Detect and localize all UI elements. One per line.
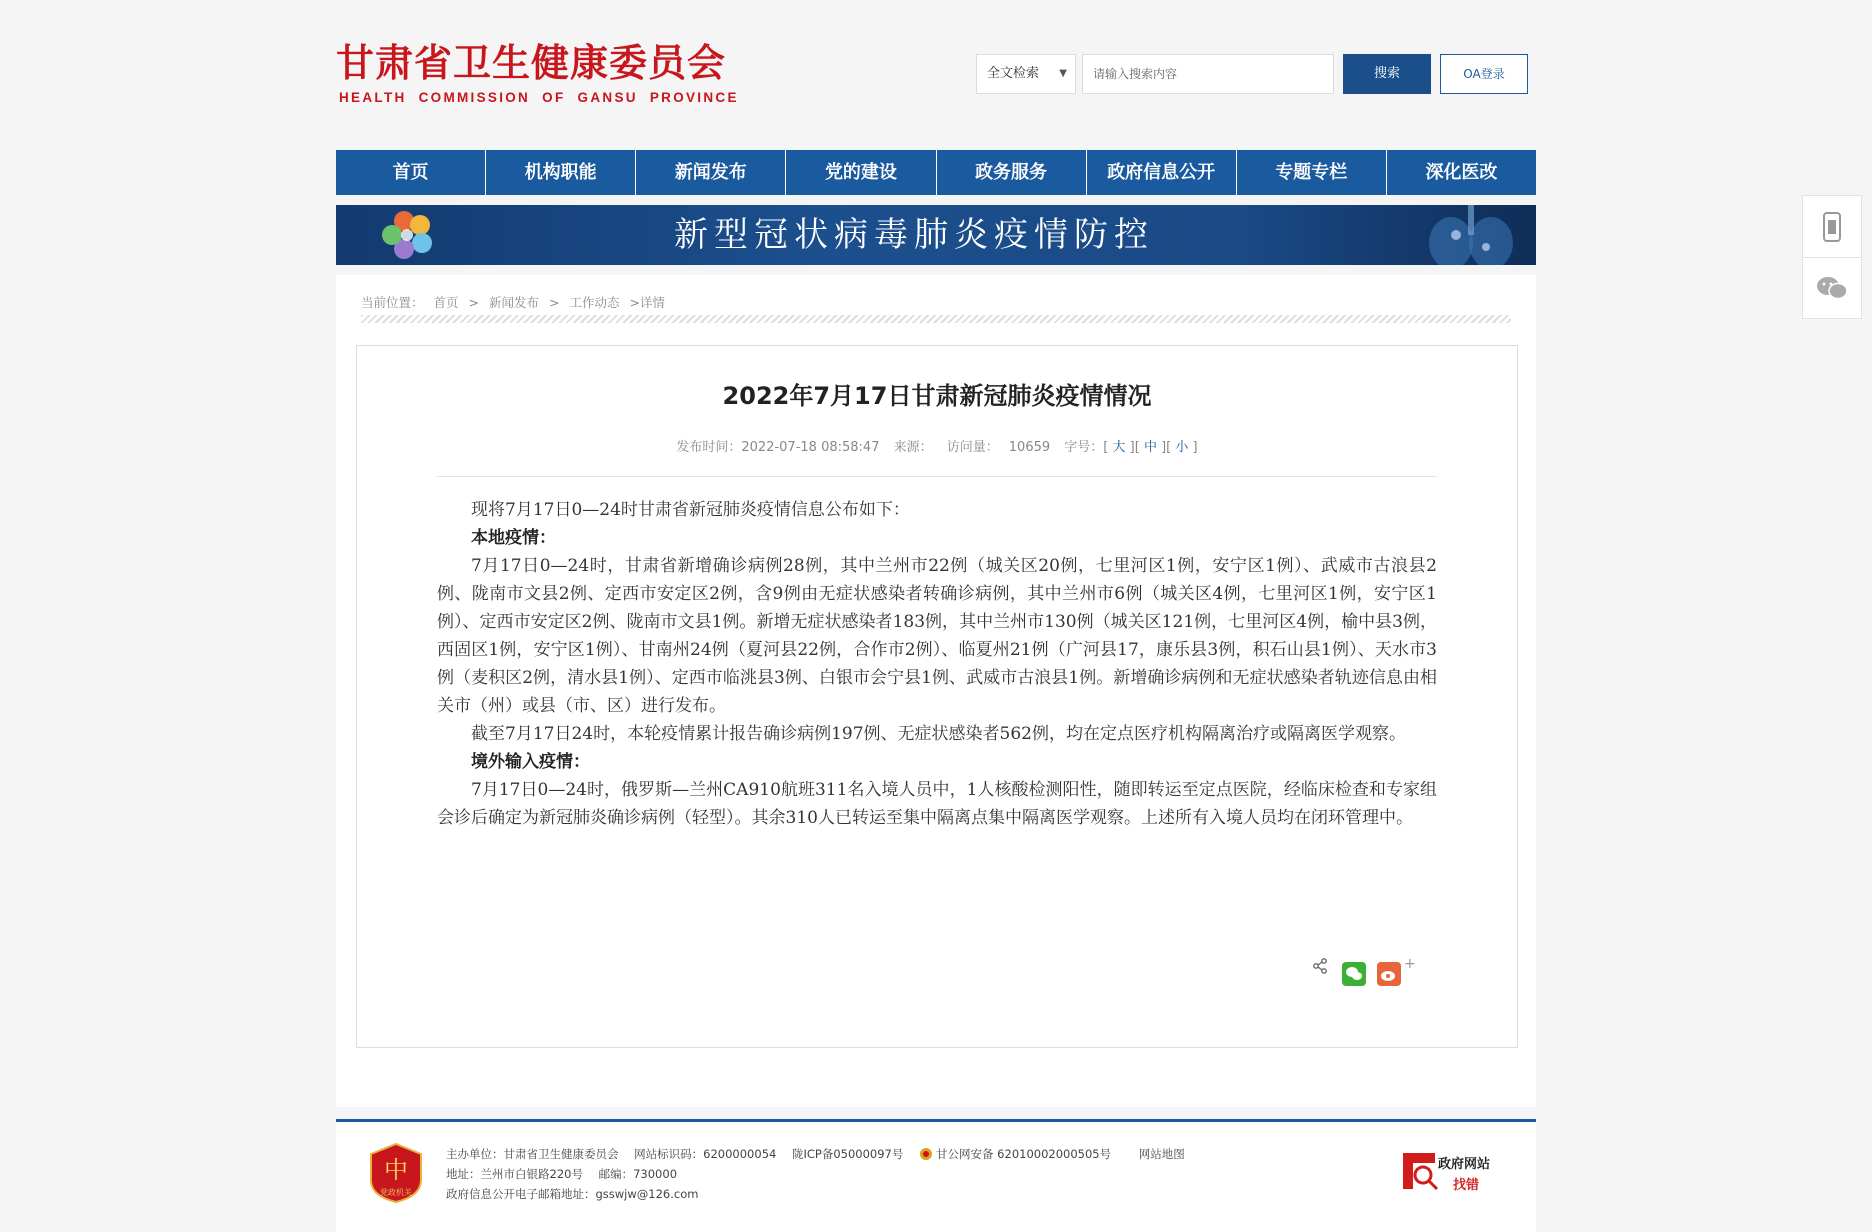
- breadcrumb-news[interactable]: 新闻发布: [488, 295, 539, 310]
- share-icon[interactable]: [1312, 958, 1328, 974]
- chevron-down-icon: ▼: [1059, 68, 1067, 79]
- footer-icp-link[interactable]: 陇ICP备05000097号: [791, 1147, 904, 1161]
- badge-text: 党政机关: [380, 1188, 412, 1197]
- footer-police-text: 甘公网安备 62010002000505号: [936, 1147, 1112, 1161]
- source-label: 来源：: [893, 440, 933, 455]
- search-button[interactable]: 搜索: [1343, 54, 1431, 94]
- banner-title: 新型冠状病毒肺炎疫情防控: [674, 215, 1154, 255]
- flower-logo-icon: [376, 207, 446, 263]
- weibo-share-icon[interactable]: [1377, 962, 1401, 986]
- nav-item-functions[interactable]: 机构职能: [486, 150, 636, 195]
- nav-item-home[interactable]: 首页: [336, 150, 486, 195]
- nav-item-news[interactable]: 新闻发布: [636, 150, 786, 195]
- font-size-large-link[interactable]: 大: [1112, 440, 1126, 455]
- site-footer: [336, 1119, 1536, 1232]
- breadcrumb-home[interactable]: 首页: [433, 295, 459, 310]
- mobile-version-icon[interactable]: [1803, 196, 1861, 257]
- article-body: [437, 496, 1437, 832]
- footer-sponsor: 主办单位：甘肃省卫生健康委员会: [446, 1147, 619, 1161]
- footer-police-link[interactable]: [919, 1147, 1123, 1161]
- footer-info: [446, 1144, 1197, 1204]
- fontsize-label: 字号：: [1064, 440, 1104, 455]
- nav-item-reform[interactable]: 深化医改: [1425, 162, 1498, 183]
- breadcrumb-divider: [361, 315, 1511, 323]
- police-badge-icon: [919, 1147, 933, 1161]
- breadcrumb-separator: >: [548, 295, 560, 310]
- article-box: [356, 345, 1518, 1048]
- search-scope-select[interactable]: [976, 54, 1076, 94]
- article-paragraph: 7月17日0—24时，甘肃省新增确诊病例28例，其中兰州市22例（城关区20例，七里河区1例，安宁区1例）、武威市古浪县2例、陇南市文县2例、定西市安定区2例，含9例由无症状感染者转确诊病例，其中兰州市6例（城关区4例，七里河区1例，安宁区1例）、定西市安定区2例、陇南市文县1例。新增无症状感染者183例，其中兰州市130例（城关区121例，七里河区4例，榆中县3例，西固区1例，安宁区1例）、甘南州24例（夏河县22例，合作市2例）、临夏州21例（广河县17，康乐县3例，积石山县1例）、天水市3例（麦积区2例，清水县1例）、定西市临洮县3例、白银市会宁县1例、武威市古浪县1例。新增确诊病例和无症状感染者轨迹信息由相关市（州）或县（市、区）进行发布。: [437, 556, 1437, 716]
- article-meta: 发布时间：2022-07-18 08:58:47 来源： 访问量： 10659 字号：[ 大 ][ 中 ][ 小 ]: [676, 440, 1198, 455]
- svg-text:中: 中: [384, 1156, 408, 1184]
- nav-item-disclosure[interactable]: 政府信息公开: [1087, 150, 1237, 195]
- site-logo-en: HEALTH COMMISSION OF GANSU PROVINCE: [339, 90, 739, 105]
- footer-site-id: 网站标识码：6200000054: [634, 1147, 777, 1161]
- article-paragraph: 现将7月17日0—24时甘肃省新冠肺炎疫情信息公布如下：: [471, 500, 910, 520]
- oa-login-button[interactable]: OA登录: [1440, 54, 1528, 94]
- article-paragraph: 7月17日0—24时，俄罗斯—兰州CA910航班311名入境人员中，1人核酸检测阳性，随即转运至定点医院，经临床检查和专家组会诊后确定为新冠肺炎确诊病例（轻型）。其余310人已转运至集中隔离点集中隔离医学观察。上述所有入境人员均在闭环管理中。: [437, 780, 1437, 828]
- party-government-badge-icon[interactable]: [369, 1142, 423, 1204]
- publish-time: 2022-07-18 08:58:47: [741, 440, 880, 455]
- footer-address: 地址：兰州市白银路220号: [446, 1167, 583, 1181]
- article-subheading: 境外输入疫情：: [471, 752, 590, 772]
- search-scope-value: 全文检索: [987, 66, 1040, 81]
- breadcrumb-label: 当前位置：: [361, 295, 424, 310]
- font-size-medium-link[interactable]: 中: [1143, 440, 1157, 455]
- gov-site-findbug-link[interactable]: [1401, 1149, 1511, 1195]
- views-label: 访问量：: [946, 440, 999, 455]
- share-more-icon[interactable]: +: [1404, 956, 1416, 972]
- article-subheading: 本地疫情：: [471, 528, 556, 548]
- publish-label: 发布时间：: [676, 440, 742, 455]
- covid-banner[interactable]: [336, 205, 1536, 265]
- footer-email: 政府信息公开电子邮箱地址：gsswjw@126.com: [446, 1187, 699, 1201]
- search-input[interactable]: 请输入搜索内容: [1082, 54, 1334, 94]
- main-nav: [336, 150, 1536, 195]
- font-size-small-link[interactable]: 小: [1175, 440, 1189, 455]
- footer-sitemap-link[interactable]: 网站地图: [1138, 1147, 1185, 1161]
- nav-item-party[interactable]: 党的建设: [786, 150, 936, 195]
- article-paragraph: 截至7月17日24时，本轮疫情累计报告确诊病例197例、无症状感染者562例，均在定点医疗机构隔离治疗或隔离医学观察。: [471, 724, 1406, 744]
- wechat-icon[interactable]: [1803, 257, 1861, 318]
- meta-divider: [437, 476, 1437, 477]
- side-toolbar: [1802, 195, 1862, 319]
- findbug-title: 政府网站: [1438, 1157, 1491, 1172]
- wechat-share-icon[interactable]: [1342, 962, 1366, 986]
- magnifier-icon: [1401, 1149, 1441, 1195]
- site-header: [336, 40, 1536, 120]
- findbug-subtitle: 找错: [1453, 1178, 1480, 1193]
- share-bar: [1312, 956, 1422, 986]
- site-logo-cn[interactable]: 甘肃省卫生健康委员会: [336, 40, 727, 85]
- content-container: [336, 275, 1536, 1107]
- footer-postcode: 邮编：730000: [598, 1167, 678, 1181]
- article-title: 2022年7月17日甘肃新冠肺炎疫情情况: [722, 382, 1152, 410]
- nav-item-services[interactable]: 政务服务: [937, 150, 1087, 195]
- breadcrumb: [361, 293, 671, 311]
- breadcrumb-detail: >详情: [629, 295, 665, 310]
- nav-item-topics[interactable]: 专题专栏: [1237, 150, 1387, 195]
- views-count: 10659: [1008, 440, 1051, 455]
- breadcrumb-work-updates[interactable]: 工作动态: [569, 295, 620, 310]
- lung-illustration-icon: [1406, 205, 1526, 265]
- breadcrumb-separator: >: [468, 295, 479, 310]
